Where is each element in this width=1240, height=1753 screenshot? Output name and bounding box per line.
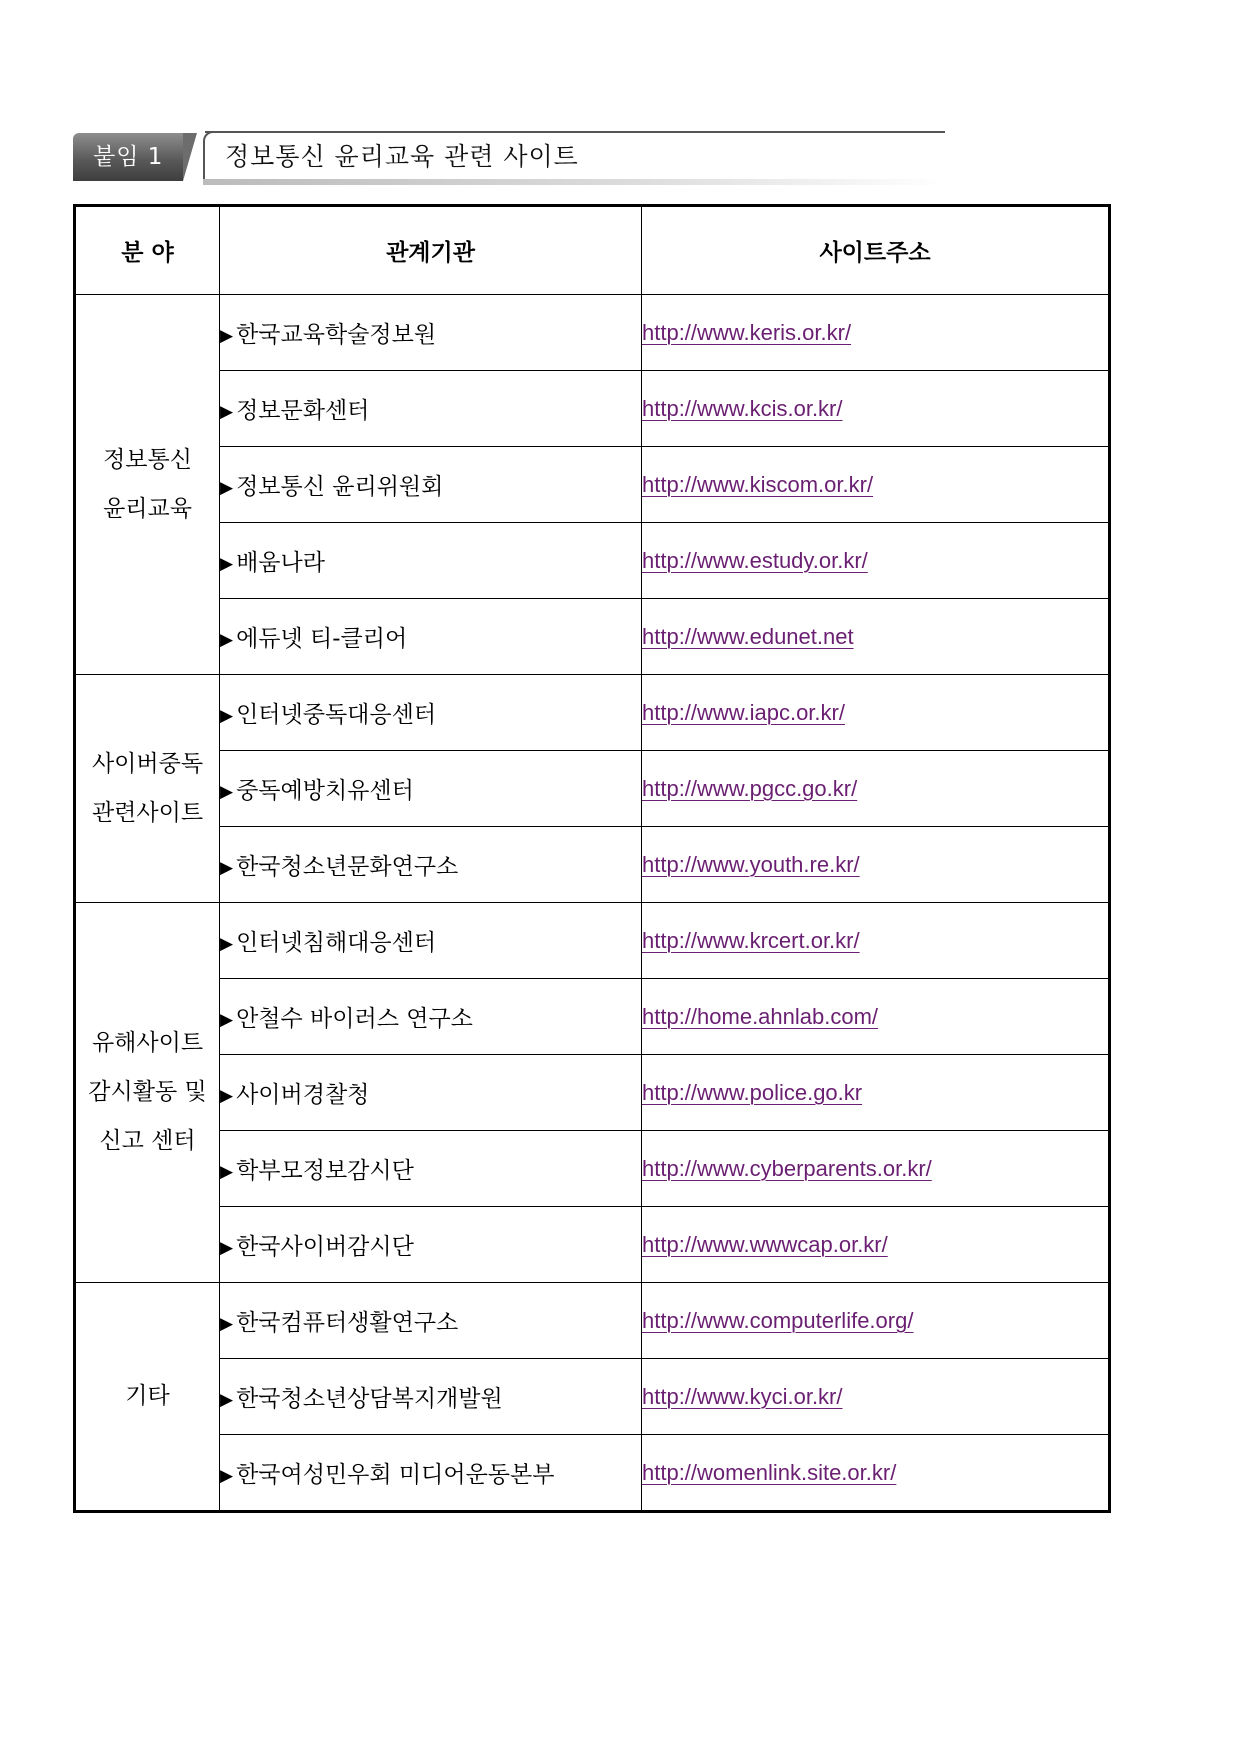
site-url-cell (642, 827, 1110, 903)
bullet-arrow-icon: ▶ (220, 1314, 234, 1334)
site-link[interactable]: http://www.pgcc.go.kr/ (642, 775, 858, 801)
organization-name: 안철수 바이러스 연구소 (236, 1006, 473, 1032)
category-cell (75, 903, 220, 1283)
organization-name: 한국청소년상담복지개발원 (236, 1386, 503, 1412)
organization-cell (220, 1283, 642, 1359)
site-link[interactable]: http://www.police.go.kr (642, 1079, 863, 1105)
organization-cell (220, 523, 642, 599)
organization-cell (220, 827, 642, 903)
site-url-cell (642, 1435, 1110, 1512)
category-cell (75, 675, 220, 903)
site-link[interactable]: http://www.edunet.net (642, 623, 854, 649)
site-url-cell (642, 1131, 1110, 1207)
organization-cell (220, 599, 642, 675)
bullet-arrow-icon: ▶ (220, 706, 234, 726)
site-link[interactable]: http://www.kyci.or.kr/ (642, 1383, 843, 1409)
site-link[interactable]: http://www.kcis.or.kr/ (642, 395, 843, 421)
table-row (75, 295, 1110, 371)
bullet-arrow-icon: ▶ (220, 1086, 234, 1106)
site-link[interactable]: http://www.wwwcap.or.kr/ (642, 1231, 888, 1257)
bullet-arrow-icon: ▶ (220, 402, 234, 422)
table-row (75, 1131, 1110, 1207)
table-body (75, 295, 1110, 1512)
site-link[interactable]: http://home.ahnlab.com/ (642, 1003, 879, 1029)
bullet-arrow-icon: ▶ (220, 1390, 234, 1410)
table-row (75, 1055, 1110, 1131)
organization-cell (220, 979, 642, 1055)
page-title: 정보통신 윤리교육 관련 사이트 (225, 142, 579, 171)
sites-table (73, 204, 1111, 1513)
table-row (75, 1207, 1110, 1283)
bullet-arrow-icon: ▶ (220, 1010, 234, 1030)
category-label-line: 관련사이트 (91, 799, 204, 826)
organization-cell (220, 1055, 642, 1131)
table-header-row (75, 206, 1110, 295)
bullet-arrow-icon: ▶ (220, 782, 234, 802)
category-label-line: 윤리교육 (103, 495, 192, 522)
organization-cell (220, 1359, 642, 1435)
organization-cell (220, 371, 642, 447)
site-url-cell (642, 1055, 1110, 1131)
table-row (75, 1359, 1110, 1435)
site-url-cell (642, 675, 1110, 751)
bullet-arrow-icon: ▶ (220, 478, 234, 498)
table-row (75, 827, 1110, 903)
site-link[interactable]: http://www.iapc.or.kr/ (642, 699, 845, 725)
organization-cell (220, 675, 642, 751)
table-row (75, 1283, 1110, 1359)
table-row (75, 1435, 1110, 1512)
organization-name: 에듀넷 티-클리어 (236, 626, 408, 652)
site-url-cell (642, 371, 1110, 447)
bullet-arrow-icon: ▶ (220, 858, 234, 878)
site-url-cell (642, 599, 1110, 675)
organization-cell (220, 295, 642, 371)
attachment-tag: 붙임 1 (73, 133, 183, 181)
site-url-cell (642, 1359, 1110, 1435)
category-label-line: 사이버중독 (91, 750, 204, 777)
organization-name: 한국청소년문화연구소 (236, 854, 459, 880)
heading-title-box (203, 131, 945, 183)
site-url-cell (642, 979, 1110, 1055)
section-heading (73, 131, 943, 183)
organization-name: 학부모정보감시단 (236, 1158, 414, 1184)
organization-name: 한국교육학술정보원 (236, 322, 437, 348)
table-row (75, 371, 1110, 447)
header-site-url: 사이트주소 (642, 206, 1110, 295)
site-link[interactable]: http://www.youth.re.kr/ (642, 851, 860, 877)
organization-cell (220, 1207, 642, 1283)
bullet-arrow-icon: ▶ (220, 1238, 234, 1258)
bullet-arrow-icon: ▶ (220, 1466, 234, 1486)
organization-cell (220, 903, 642, 979)
bullet-arrow-icon: ▶ (220, 326, 234, 346)
site-url-cell (642, 1283, 1110, 1359)
category-label-line: 감시활동 및 (88, 1079, 207, 1105)
site-link[interactable]: http://www.estudy.or.kr/ (642, 547, 868, 573)
organization-name: 사이버경찰청 (236, 1082, 370, 1108)
category-label-line: 유해사이트 (91, 1030, 204, 1056)
table-row (75, 675, 1110, 751)
site-url-cell (642, 295, 1110, 371)
organization-name: 중독예방치유센터 (236, 778, 414, 804)
organization-cell (220, 1435, 642, 1512)
organization-name: 한국컴퓨터생활연구소 (236, 1310, 459, 1336)
site-link[interactable]: http://womenlink.site.or.kr/ (642, 1459, 897, 1485)
site-url-cell (642, 1207, 1110, 1283)
organization-name: 한국여성민우회 미디어운동본부 (236, 1462, 555, 1488)
organization-cell (220, 447, 642, 523)
organization-cell (220, 751, 642, 827)
category-label-line: 신고 센터 (99, 1128, 196, 1154)
site-link[interactable]: http://www.computerlife.org/ (642, 1307, 914, 1333)
site-url-cell (642, 447, 1110, 523)
category-label-line: 정보통신 (103, 446, 192, 473)
bullet-arrow-icon: ▶ (220, 554, 234, 574)
bullet-arrow-icon: ▶ (220, 630, 234, 650)
bullet-arrow-icon: ▶ (220, 934, 234, 954)
site-link[interactable]: http://www.kiscom.or.kr/ (642, 471, 874, 497)
table-row (75, 599, 1110, 675)
organization-name: 정보통신 윤리위원회 (236, 474, 444, 500)
site-url-cell (642, 523, 1110, 599)
table-row (75, 979, 1110, 1055)
organization-name: 한국사이버감시단 (236, 1234, 414, 1260)
site-link[interactable]: http://www.cyberparents.or.kr/ (642, 1155, 932, 1181)
organization-name: 인터넷중독대응센터 (236, 702, 437, 728)
organization-cell (220, 1131, 642, 1207)
table-row (75, 523, 1110, 599)
organization-name: 정보문화센터 (236, 398, 370, 424)
table-row (75, 447, 1110, 523)
site-url-cell (642, 903, 1110, 979)
site-link[interactable]: http://www.keris.or.kr/ (642, 319, 852, 345)
table-row (75, 903, 1110, 979)
table-row (75, 751, 1110, 827)
header-organization: 관계기관 (220, 206, 642, 295)
organization-name: 배움나라 (236, 550, 325, 576)
category-label-line: 기타 (125, 1383, 170, 1409)
site-url-cell (642, 751, 1110, 827)
category-cell (75, 295, 220, 675)
organization-name: 인터넷침해대응센터 (236, 930, 437, 956)
header-category: 분 야 (75, 206, 220, 295)
category-cell (75, 1283, 220, 1512)
site-link[interactable]: http://www.krcert.or.kr/ (642, 927, 860, 953)
bullet-arrow-icon: ▶ (220, 1162, 234, 1182)
attachment-tag-fold (183, 133, 197, 181)
